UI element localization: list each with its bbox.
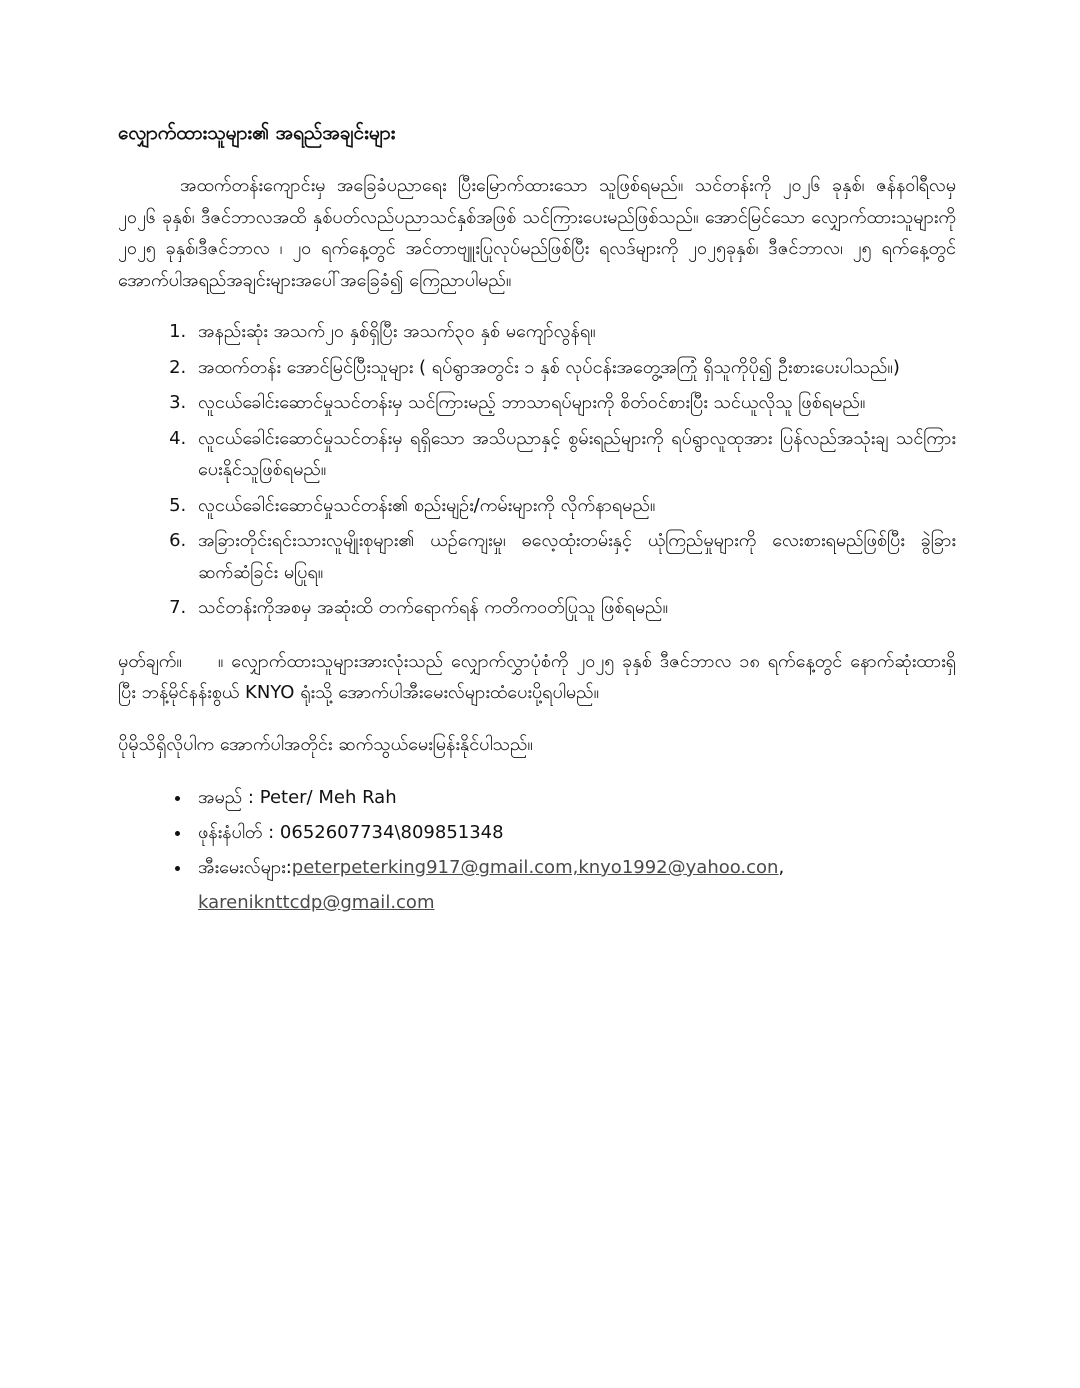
contact-list — [118, 780, 956, 920]
requirement-item: 2. အထက်တန်း အောင်မြင်ပြီးသူများ ( ရပ်ရွာအတွင်း ၁ နှစ် လုပ်ငန်းအတွေ့အကြုံ ရှိသူကိုပို၍ ဦးစားပေးပါသည်။) — [192, 352, 956, 384]
contact-email-item — [192, 850, 956, 920]
requirement-item: 3. လူငယ်ခေါင်းဆောင်မှုသင်တန်းမှ သင်ကြားမည့် ဘာသာရပ်များကို စိတ်ဝင်စားပြီး သင်ယူလိုသူ ဖြစ်ရမည်။ — [192, 387, 956, 419]
contact-phone-item — [192, 815, 956, 850]
phone-label: ဖုန်းနံပါတ် : — [198, 822, 275, 843]
document-page — [118, 118, 956, 920]
contact-intro: ပိုမိုသိရှိလိုပါက အောက်ပါအတိုင်း ဆက်သွယ်မေးမြန်းနိုင်ပါသည်။ — [118, 733, 533, 755]
note-label: မှတ်ချက်။ — [118, 650, 182, 672]
note-paragraph — [118, 646, 956, 709]
email-label: အီးမေးလ်များ: — [198, 857, 292, 878]
document-title: လျှောက်ထားသူများ၏ အရည်အချင်းများ — [118, 122, 396, 144]
requirement-item: 6. အခြားတိုင်းရင်းသားလူမျိုးစုများ၏ ယဉ်ကျေးမှု၊ ဓလေ့ထုံးတမ်းနှင့် ယုံကြည်မှုများကို လေးစားရမည်ဖြစ်ပြီး ခွဲခြားဆက်ဆံခြင်း မပြုရ။ — [192, 525, 956, 588]
requirement-item: 7. သင်တန်းကိုအစမှ အဆုံးထိ တက်ရောက်ရန် ကတိကဝတ်ပြုသူ ဖြစ်ရမည်။ — [192, 592, 956, 624]
email-separator: , — [778, 857, 785, 878]
email-link-1[interactable]: peterpeterking917@gmail.com,knyo1992@yahoo.con — [291, 857, 779, 878]
requirement-item: 5. လူငယ်ခေါင်းဆောင်မှုသင်တန်း၏ စည်းမျဉ်း/ကမ်းများကို လိုက်နာရမည်။ — [192, 490, 956, 522]
contact-name-item — [192, 780, 956, 815]
name-label: အမည် : — [198, 787, 254, 808]
requirement-item: 4. လူငယ်ခေါင်းဆောင်မှုသင်တန်းမှ ရရှိသော အသိပညာနှင့် စွမ်းရည်များကို ရပ်ရွာလူထုအား ပြန်လည်အသုံးချ သင်ကြားပေးနိုင်သူဖြစ်ရမည်။ — [192, 423, 956, 486]
note-text: ။ လျှောက်ထားသူများအားလုံးသည် လျှောက်လွှာပုံစံကို ၂၀၂၅ ခုနှစ် ဒီဇင်ဘာလ ၁၈ ရက်နေ့တွင် နောက်ဆုံးထားရှိပြီး ဘန့်မိုင်နန်းစွယ် KNYO ရုံးသို့ အောက်ပါအီးမေးလ်များထံပေးပို့ရပါမည်။ — [118, 650, 956, 703]
requirement-item: 1. အနည်းဆုံး အသက်၂၀ နှစ်ရှိပြီး အသက်၃၀ နှစ် မကျော်လွန်ရ။ — [192, 316, 956, 348]
phone-value: 0652607734\809851348 — [279, 822, 504, 843]
email-link-2[interactable]: kareniknttcdp@gmail.com — [198, 892, 435, 913]
intro-paragraph: အထက်တန်းကျောင်းမှ အခြေခံပညာရေး ပြီးမြောက်ထားသော သူဖြစ်ရမည်။ သင်တန်းကို ၂၀၂၆ ခုနှစ်၊ ဇန်နဝါရီလမှ ၂၀၂၆ ခုနှစ်၊ ဒီဇင်ဘာလအထိ နှစ်ပတ်လည်ပညာသင်နှစ်အဖြစ် သင်ကြားပေးမည်ဖြစ်သည်။ အောင်မြင်သော လျှောက်ထားသူများကို ၂၀၂၅ ခုနှစ်၊ဒီဇင်ဘာလ ၊ ၂၀ ရက်နေ့တွင် အင်တာဗျူးပြုလုပ်မည်ဖြစ်ပြီး ရလဒ်များကို ၂၀၂၅ခုနှစ်၊ ဒီဇင်ဘာလ၊ ၂၅ ရက်နေ့တွင် အောက်ပါအရည်အချင်းများအပေါ်အခြေခံ၍ ကြေညာပါမည်။ — [118, 175, 956, 291]
name-value: Peter/ Meh Rah — [259, 787, 397, 808]
requirements-list — [118, 316, 956, 624]
